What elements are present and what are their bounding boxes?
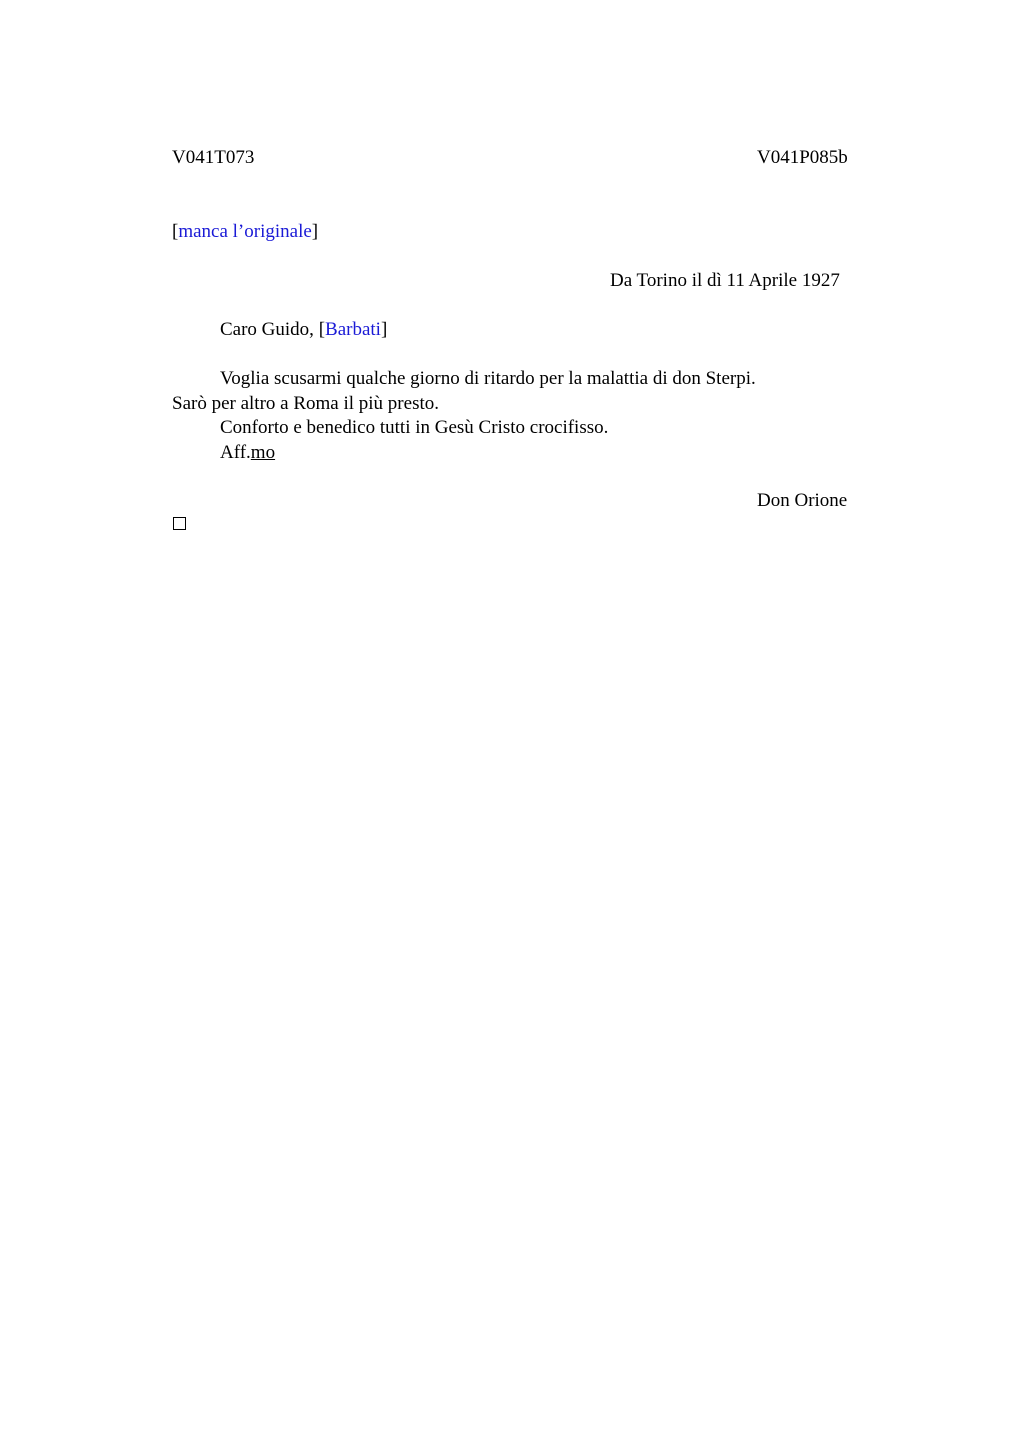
salutation-note: Barbati — [325, 319, 381, 340]
salutation — [220, 318, 387, 342]
missing-original-note — [172, 220, 318, 244]
salutation-bracket-open: [ — [318, 319, 326, 340]
header-right-code: V041P085b — [757, 147, 848, 168]
place-date: Da Torino il dì 11 Aprile 1927 — [610, 270, 840, 291]
header-left-code: V041T073 — [172, 147, 255, 168]
missing-original-text: manca l’originale — [178, 221, 312, 242]
signature: Don Orione — [757, 490, 848, 511]
square-outline-icon — [173, 517, 186, 530]
paragraph-2: Conforto e benedico tutti in Gesù Cristo crocifisso. — [220, 417, 609, 438]
salutation-bracket-close: ] — [380, 319, 388, 340]
bracket-open: [ — [172, 221, 179, 242]
paragraph-1-line-1: Voglia scusarmi qualche giorno di ritardo per la malattia di don Sterpi. — [220, 368, 756, 389]
paragraph-1-line-2: Sarò per altro a Roma il più presto. — [172, 393, 439, 414]
bracket-close: ] — [311, 221, 319, 242]
closing-suffix: mo — [250, 442, 276, 463]
closing-prefix: Aff. — [220, 442, 251, 463]
closing — [220, 441, 275, 465]
salutation-text: Caro Guido, — [220, 319, 319, 340]
